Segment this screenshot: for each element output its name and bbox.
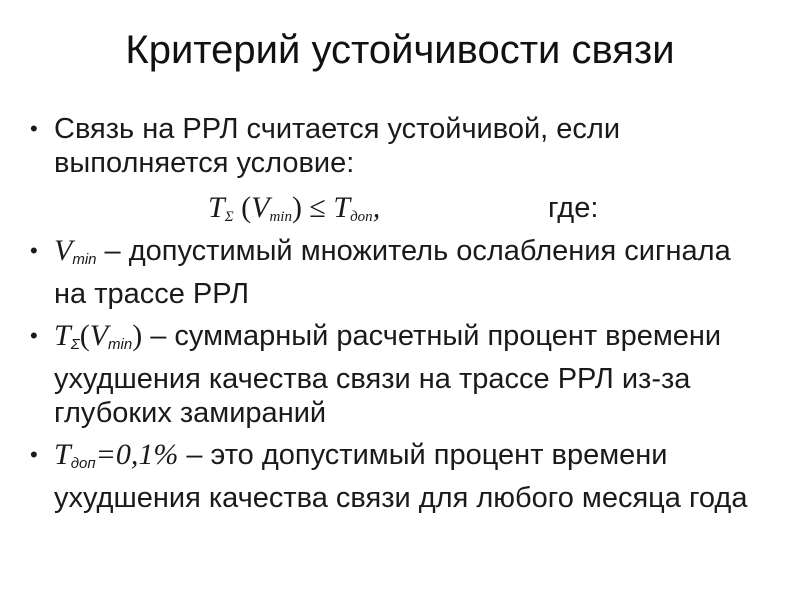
slide-content <box>30 112 770 523</box>
formula-expression <box>208 188 380 237</box>
def1-symbol-sub: min <box>72 251 97 268</box>
bullet-icon: • <box>30 238 38 263</box>
def1-text: – допустимый множитель ослабления сигнала на трассе РРЛ <box>54 235 731 310</box>
bullet-icon: • <box>30 116 38 141</box>
bullet-item-intro <box>30 112 770 180</box>
def3-value: =0,1% <box>95 438 179 471</box>
formula-Td: T <box>333 191 351 224</box>
formula-rel: ) ≤ <box>291 191 334 224</box>
def2-open: ( <box>79 319 90 352</box>
bullet-item-tdop <box>30 438 770 515</box>
slide-title: Критерий устойчивости связи <box>125 28 675 72</box>
bullet-item-tsum <box>30 319 770 430</box>
def1-symbol: V <box>54 234 73 267</box>
def3-text: – это допустимый процент времени ухудшения качества связи для любого месяца года <box>54 439 748 514</box>
def2-text: – суммарный расчетный процент времени ухудшения качества связи на трассе РРЛ из-за глубоких замираний <box>54 320 722 429</box>
formula-comma: , <box>372 191 381 224</box>
def2-v-sub: min <box>108 336 133 353</box>
def2-v: V <box>89 319 109 352</box>
formula-V-sub: min <box>269 209 292 225</box>
def3-symbol: T <box>54 438 71 471</box>
formula-where: где: <box>548 192 599 224</box>
def2-close: ) <box>132 319 143 352</box>
bullet-item-vmin <box>30 234 770 311</box>
intro-text: Связь на РРЛ считается устойчивой, если выполняется условие: <box>54 113 621 179</box>
formula-T-sub: Σ <box>224 209 234 225</box>
formula-Td-sub: доп <box>350 209 373 225</box>
def2-symbol-sub: Σ <box>70 336 80 353</box>
formula-V: V <box>251 191 270 224</box>
formula-open: ( <box>233 191 252 224</box>
def3-symbol-sub: доп <box>70 455 96 472</box>
bullet-icon: • <box>30 442 38 467</box>
def2-symbol: T <box>54 319 71 352</box>
bullet-icon: • <box>30 323 38 348</box>
formula-T: T <box>208 191 225 224</box>
stability-formula <box>30 188 770 228</box>
